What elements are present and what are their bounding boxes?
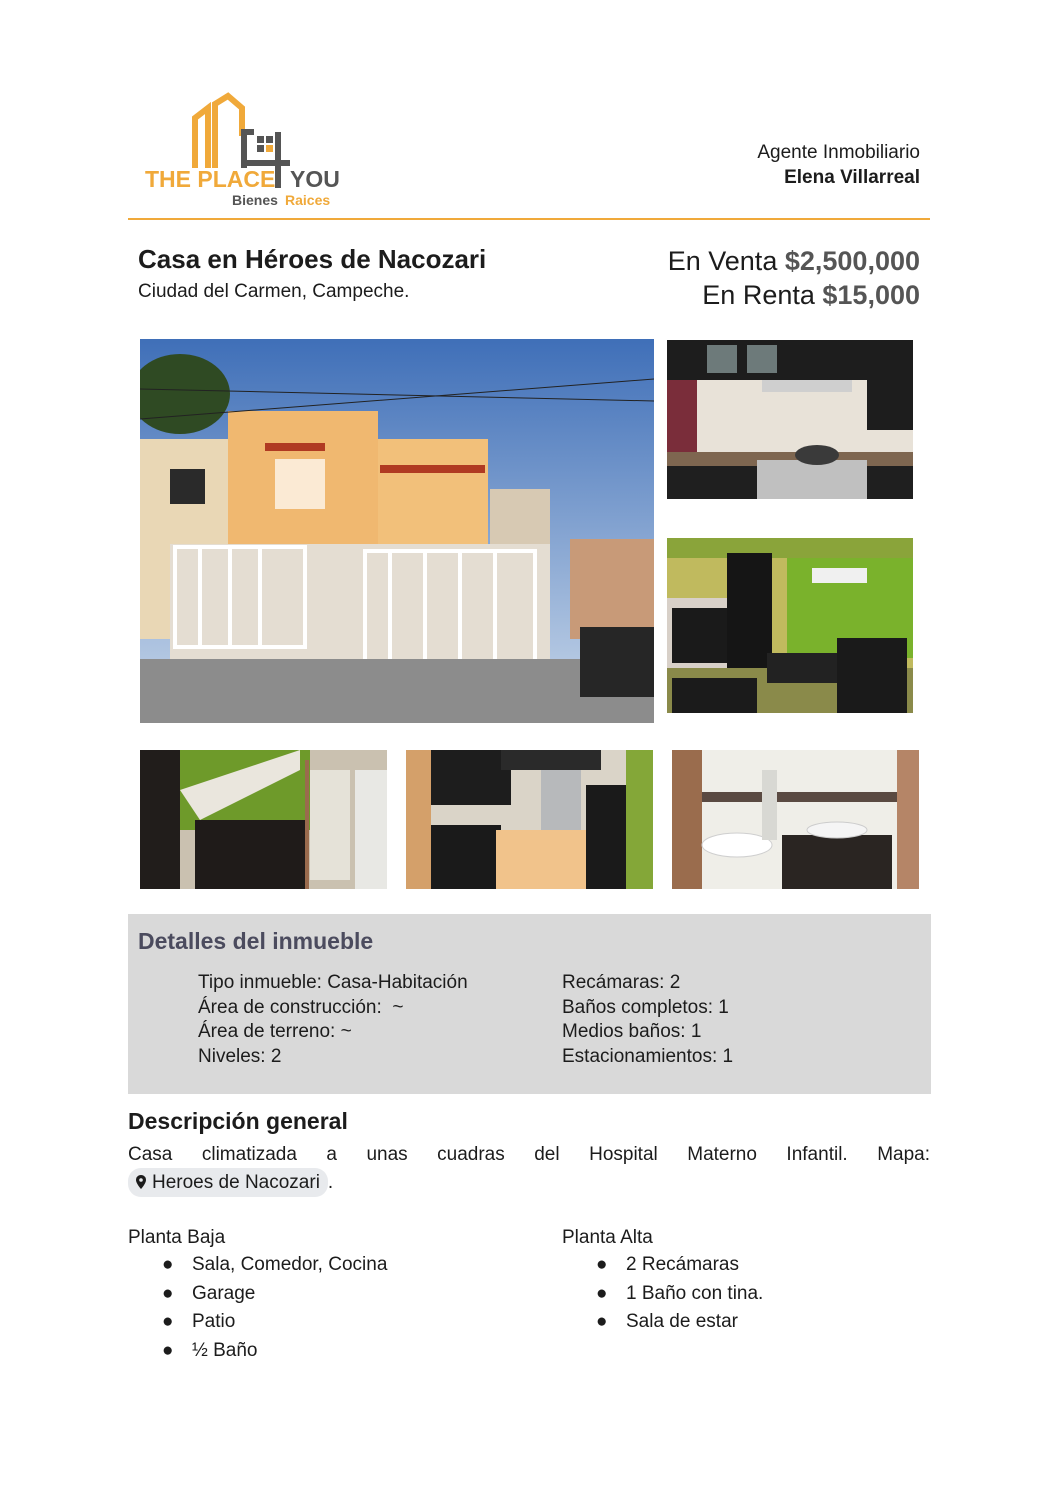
detail-land-area: Área de terreno: ~ (198, 1021, 352, 1042)
list-item: ● Sala de estar (596, 1311, 738, 1332)
ground-floor-list (128, 1251, 528, 1365)
svg-text:YOU: YOU (290, 166, 340, 192)
ground-floor-section (128, 1227, 528, 1365)
rent-label: En Renta (702, 280, 815, 310)
sale-label: En Venta (667, 246, 778, 276)
sale-price: $2,500,000 (784, 246, 920, 276)
detail-construction-area: Área de construcción: ~ (198, 996, 404, 1018)
details-right-column (562, 971, 733, 1069)
svg-text:Raices: Raices (285, 192, 331, 208)
listing-title: Casa en Héroes de Nacozari (138, 244, 487, 274)
company-logo (140, 88, 355, 213)
rent-price: $15,000 (822, 280, 920, 310)
details-left-column (198, 971, 468, 1069)
photo-staircase (140, 750, 387, 889)
list-item: ● 2 Recámaras (596, 1254, 739, 1275)
header-divider (128, 218, 930, 220)
agent-label: Agente Inmobiliario (757, 142, 920, 163)
agent-info (757, 140, 920, 190)
list-item: ● Sala, Comedor, Cocina (162, 1254, 388, 1275)
detail-half-baths: Medios baños: 1 (562, 1021, 702, 1042)
listing-location: Ciudad del Carmen, Campeche. (138, 281, 410, 302)
list-item: ● Patio (162, 1311, 236, 1332)
upper-floor-heading: Planta Alta (562, 1227, 653, 1248)
description-text: Casa climatizada a unas cuadras del Hospital Materno Infantil. Mapa: (128, 1144, 930, 1165)
map-chip-label: Heroes de Nacozari (152, 1172, 320, 1193)
details-heading: Detalles del inmueble (138, 928, 374, 954)
map-pin-icon (136, 1175, 146, 1189)
detail-full-baths: Baños completos: 1 (562, 996, 729, 1018)
details-panel (128, 914, 931, 1094)
description-heading: Descripción general (128, 1108, 348, 1134)
description-map-line (128, 1168, 333, 1197)
list-item: ● 1 Baño con tina. (596, 1282, 764, 1304)
photo-kitchen-stove (667, 340, 913, 499)
description-trailing: . (327, 1172, 334, 1193)
photo-living-room (667, 538, 913, 713)
detail-property-type: Tipo inmueble: Casa-Habitación (198, 972, 468, 993)
photo-house-facade (140, 339, 654, 723)
upper-floor-section (562, 1227, 922, 1337)
detail-levels: Niveles: 2 (198, 1045, 282, 1067)
list-item: ● ½ Baño (162, 1339, 258, 1361)
ground-floor-heading: Planta Baja (128, 1227, 226, 1248)
svg-text:THE PLACE: THE PLACE (145, 166, 276, 192)
photo-kitchen (406, 750, 653, 889)
agent-name: Elena Villarreal (784, 167, 920, 188)
map-chip[interactable] (128, 1168, 328, 1197)
upper-floor-list (562, 1251, 922, 1337)
detail-bedrooms: Recámaras: 2 (562, 972, 681, 993)
detail-parking: Estacionamientos: 1 (562, 1045, 734, 1067)
list-item: ● Garage (162, 1282, 256, 1304)
svg-text:Bienes: Bienes (232, 192, 278, 208)
photo-bathroom (672, 750, 919, 889)
price-block (668, 244, 920, 312)
